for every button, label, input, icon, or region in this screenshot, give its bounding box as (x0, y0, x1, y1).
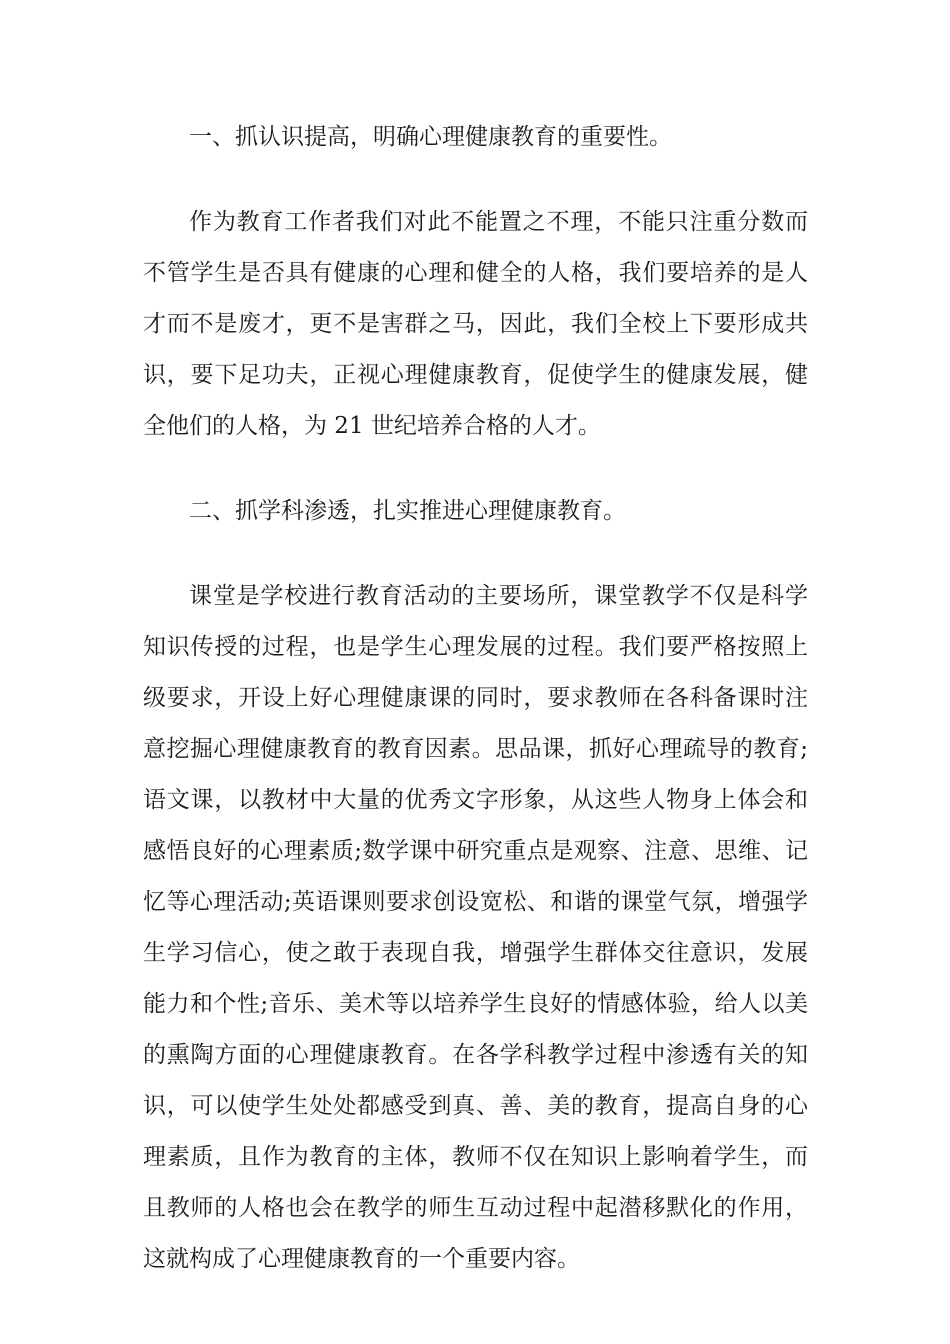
document-body (143, 112, 808, 1319)
section-heading-1: 一、抓认识提高，明确心理健康教育的重要性。 (189, 124, 672, 150)
section-paragraph-2: 课堂是学校进行教育活动的主要场所，课堂教学不仅是科学知识传授的过程，也是学生心理发展的过程。我们要严格按照上级要求，开设上好心理健康课的同时，要求教师在各科备课时注意挖掘心理健康教育的教育因素。思品课，抓好心理疏导的教育;语文课，以教材中大量的优秀文字形象，从这些人物身上体会和感悟良好的心理素质;数学课中研究重点是观察、注意、思维、记忆等心理活动;英语课则要求创设宽松、和谐的课堂气氛，增强学生学习信心，使之敢于表现自我，增强学生群体交往意识，发展能力和个性;音乐、美术等以培养学生良好的情感体验，给人以美的熏陶方面的心理健康教育。在各学科教学过程中渗透有关的知识，可以使学生处处都感受到真、善、美的教育，提高自身的心理素质，且作为教育的主体，教师不仅在知识上影响着学生，而且教师的人格也会在教学的师生互动过程中起潜移默化的作用，这就构成了心理健康教育的一个重要内容。 (143, 583, 808, 1272)
section-heading-2: 二、抓学科渗透，扎实推进心理健康教育。 (189, 498, 626, 524)
section-paragraph-1: 作为教育工作者我们对此不能置之不理，不能只注重分数而不管学生是否具有健康的心理和健全的人格，我们要培养的是人才而不是废才，更不是害群之马，因此，我们全校上下要形成共识，要下足功夫，正视心理健康教育，促使学生的健康发展，健全他们的人格，为 21 世纪培养合格的人才。 (143, 209, 808, 439)
